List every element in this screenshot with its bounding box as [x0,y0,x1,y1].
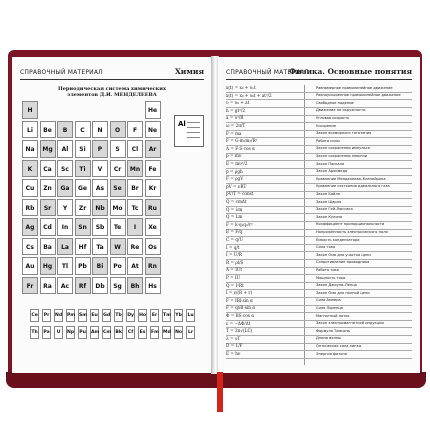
element-symbol: Fm [151,330,159,335]
formula-text: ω = 2π/T [226,123,246,128]
legend-symbol: Al [178,120,186,128]
element-symbol: P [97,146,103,153]
term-label: Коэффициент пропорциональности [316,222,385,227]
element-cell [22,121,38,139]
element-cell [162,309,171,322]
legend-line [187,122,200,123]
element-cell [114,326,123,339]
formula-text: F = ma [226,130,242,136]
element-symbol: Te [113,224,122,231]
element-symbol: Sn [78,224,87,231]
element-cell [57,218,73,236]
periodic-table [22,101,172,301]
element-symbol: Bi [96,263,104,270]
element-symbol: Ho [139,313,147,318]
formula-text: F = IBl·sin α [226,297,253,303]
element-cell [22,218,38,236]
term-label: Закон сохранения энергии [316,153,368,158]
element-cell [110,277,126,295]
formula-text: I = q/t [226,244,240,250]
element-symbol: Rf [78,282,87,290]
legend-line [187,132,200,133]
term-label: Ускорение [316,123,336,128]
element-cell [127,238,143,256]
formula-text: h = gt²/2 [226,107,245,113]
term-label: Энергия фотона [316,351,347,356]
cover-edge [6,372,426,388]
term-label: Закон Ома для участка цепи [316,252,371,257]
element-cell [114,309,123,322]
periodic-table-title [12,86,212,98]
element-symbol: Er [151,313,158,318]
element-cell [90,309,99,322]
element-symbol: Ar [148,146,157,153]
formula-text: F = G·m₁m₂/R² [226,138,258,144]
element-symbol: Ce [31,313,38,318]
element-symbol: In [61,224,69,231]
element-cell [75,218,91,236]
term-label: Закон Кулона [316,214,343,219]
term-label: Уравнение состояния идеального газа [316,184,390,189]
formula-text: pV = νRT [226,183,247,189]
element-cell [145,101,161,119]
term-label: Закон Паскаля [316,161,345,166]
element-symbol: U [56,330,61,335]
term-label: Свободное падение [316,100,354,105]
element-symbol: Pr [43,313,50,318]
element-cell [22,101,38,119]
term-label: Закон сохранения импульса [316,146,370,151]
element-cell [40,218,56,236]
element-symbol: Cm [103,330,112,335]
formula-text: R = ρl/S [226,259,244,265]
element-symbol: Ru [148,204,157,212]
term-label: Формула Томсона [316,328,350,333]
element-symbol: Po [113,263,122,270]
element-symbol: Mn [129,165,141,173]
term-label: Длина волны [316,336,341,341]
element-symbol: C [80,126,85,134]
element-symbol: Rn [148,263,157,270]
element-cell [40,160,56,178]
element-symbol: Rb [25,204,35,212]
element-cell [186,326,195,339]
element-symbol: Sb [95,224,105,231]
element-symbol: W [114,243,121,251]
element-symbol: Ge [78,185,87,192]
element-cell [92,257,108,275]
column-divider [304,85,305,365]
element-cell [145,238,161,256]
left-page [12,57,212,373]
term-label: Работа тока [316,267,339,272]
element-symbol: Pu [79,330,86,335]
element-cell [150,326,159,339]
element-cell [22,160,38,178]
element-symbol: No [175,330,183,335]
element-cell [102,326,111,339]
element-cell [57,238,73,256]
element-cell [92,140,108,158]
formula-text: Q = I²Rt [226,282,244,288]
element-symbol: Zr [78,204,87,212]
element-cell [174,326,183,339]
element-cell [75,160,91,178]
element-symbol: Nd [55,313,63,318]
term-label: Закон Ома для полной цепи [316,290,370,295]
element-cell [110,160,126,178]
formula-text: Q = λm [226,206,243,212]
element-symbol: Fr [26,282,34,290]
element-symbol: Tb [115,313,122,318]
element-cell [40,257,56,275]
element-cell [127,140,143,158]
element-cell [110,179,126,197]
element-symbol: Ti [79,165,86,173]
element-symbol: Tm [163,313,171,318]
term-label: Сила Ампера [316,298,341,303]
right-header-subject: Физика. Основные понятия [289,67,412,76]
element-symbol: Pb [78,263,87,270]
element-cell [126,326,135,339]
element-cell [92,179,108,197]
element-cell [57,121,73,139]
element-cell [22,140,38,158]
element-symbol: O [114,126,121,134]
element-symbol: Db [95,282,105,290]
element-symbol: Md [163,330,171,335]
element-symbol: Br [131,185,139,192]
element-symbol: S [115,146,120,153]
element-cell [110,121,126,139]
element-cell [145,199,161,217]
term-label: Мощность тока [316,275,346,280]
element-cell [92,121,108,139]
element-symbol: Gd [103,313,111,318]
element-symbol: Pa [43,330,50,335]
element-cell [145,140,161,158]
periodic-title-line-2: элементов Д.И. МЕНДЕЛЕЕВА [67,92,157,98]
element-cell [150,309,159,322]
element-symbol: Es [139,330,146,335]
element-cell [145,179,161,197]
element-cell [127,199,143,217]
element-symbol: Hg [42,263,53,270]
formula-text: F = qυB·sin α [226,305,256,311]
term-label: Сопротивление проводника [316,260,370,265]
element-symbol: Mo [112,204,123,212]
formula-text: E = hν [226,351,241,356]
formula-text: C = q/U [226,237,243,242]
formula-text: λ = υT [226,335,241,341]
formula-text: F = ρgV [226,176,244,182]
element-cell [57,257,73,275]
element-cell [57,140,73,158]
element-symbol: At [131,263,139,270]
term-label: Закон всемирного тяготения [316,131,372,136]
term-label: Закон Джоуля–Ленца [316,283,357,288]
element-symbol: Cs [26,243,34,251]
element-cell [145,121,161,139]
periodic-title-line-1: Периодическая система химических [58,86,166,92]
element-cell [75,257,91,275]
element-cell [92,199,108,217]
formula-text: a = υ²/R [226,115,244,121]
formula-text: E = F/q [226,229,243,235]
formula-text: E = mυ²/2 [226,161,248,166]
term-label: Напряжённость электрического поля [316,229,388,234]
term-label: Магнитный поток [316,313,350,318]
element-symbol: Tc [131,204,139,212]
element-cell [92,238,108,256]
element-cell [78,309,87,322]
element-symbol: La [61,243,69,251]
element-cell [102,309,111,322]
element-symbol: Mg [42,146,53,153]
formula-text: T = 2π√(LC) [226,328,253,334]
term-label: Закон Гей-Люссака [316,207,353,212]
formula-text: A = IUt [226,267,243,273]
element-cell [90,326,99,339]
element-symbol: Bk [115,330,122,335]
element-symbol: B [62,126,68,134]
element-symbol: Np [67,330,75,335]
element-symbol: Al [61,146,69,153]
element-cell [54,326,63,339]
element-symbol: Sg [113,282,122,290]
term-label: Равноускоренное прямолинейное движение [316,93,401,98]
term-label: Уравнение Менделеева–Клапейрона [316,176,386,181]
element-symbol: Dy [127,313,134,318]
right-header-label: СПРАВОЧНЫЙ МАТЕРИАЛ [226,69,309,76]
element-cell [110,199,126,217]
left-page-header [20,67,204,80]
element-symbol: As [95,185,105,192]
element-cell [110,218,126,236]
element-symbol: Ba [43,243,52,251]
formula-text: D = 1/F [226,343,243,349]
term-label: Сила тока [316,245,336,250]
term-label: Ёмкость конденсатора [316,237,360,242]
element-symbol: Os [148,243,157,251]
element-cell [57,277,73,295]
term-label: Движение по окружности [316,108,366,113]
element-symbol: Ca [43,165,52,173]
formula-text: A = F·S·cos α [226,145,255,151]
element-cell [30,309,39,322]
term-label: Сила Лоренца [316,305,343,310]
element-cell [92,160,108,178]
term-label: Угловая скорость [316,115,350,120]
element-cell [22,179,38,197]
element-symbol: Re [130,243,140,251]
formula-text: pV/T = const [226,191,254,197]
element-cell [127,277,143,295]
element-symbol: Sm [79,313,88,318]
element-cell [145,257,161,275]
element-cell [126,309,135,322]
element-cell [40,199,56,217]
element-symbol: V [97,165,103,173]
element-cell [66,309,75,322]
element-cell [75,140,91,158]
element-symbol: Lu [187,313,194,318]
element-symbol: K [27,165,33,173]
element-cell [40,238,56,256]
element-symbol: Hf [78,243,87,251]
element-symbol: Cf [127,330,134,335]
element-symbol: Ne [147,126,158,134]
left-header-label: СПРАВОЧНЫЙ МАТЕРИАЛ [20,69,103,76]
element-cell [127,257,143,275]
element-symbol: Pm [67,313,76,318]
element-symbol: Cu [25,185,35,192]
element-cell [57,160,73,178]
term-label: Закон Архимеда [316,169,348,174]
element-symbol: Sc [61,165,69,173]
term-label: Оптическая сила линзы [316,343,362,348]
element-symbol: Th [31,330,38,335]
element-symbol: Na [25,146,35,153]
element-symbol: Sr [43,204,52,212]
element-cell [174,309,183,322]
element-cell [162,326,171,339]
right-page-header [226,67,412,80]
element-symbol: N [97,126,103,134]
formula-text: x(t) = x₀ + υ₀t + at²/2 [226,92,272,98]
element-cell [127,121,143,139]
element-symbol: Xe [148,224,157,231]
element-symbol: Eu [91,313,98,318]
element-cell [186,309,195,322]
formula-text: F = k·q₁q₂/r² [226,221,253,227]
element-cell [57,199,73,217]
formula-text: p = mυ [226,153,242,159]
element-symbol: Ra [43,282,52,290]
element-cell [138,309,147,322]
element-cell [40,121,56,139]
element-cell [22,277,38,295]
term-label: Равномерное прямолинейное движение [316,85,393,90]
element-symbol: Cr [113,165,122,173]
formula-text: p = ρgh [226,168,243,174]
formula-text: υ = υ₀ + at [226,100,250,106]
element-cell [22,238,38,256]
element-cell [138,326,147,339]
element-symbol: Tl [61,263,69,270]
element-cell [75,277,91,295]
element-cell [42,309,51,322]
element-cell [75,121,91,139]
element-symbol: Ta [96,243,104,251]
element-symbol: Be [43,126,52,134]
term-label: Работа силы [316,138,340,143]
element-cell [92,277,108,295]
formula-text: Q = Lm [226,214,243,220]
lanthanides-actinides [30,309,200,349]
element-symbol: Cl [131,146,139,153]
left-header-subject: Химия [174,67,204,76]
element-cell [40,277,56,295]
element-symbol: Y [62,204,68,212]
term-label: Закон Бойля [316,191,340,196]
element-symbol: Ag [25,224,35,231]
element-symbol: F [132,126,138,134]
element-cell [127,160,143,178]
formula-text: ε = −ΔΦ/Δt [226,320,251,326]
element-symbol: H [27,107,33,114]
element-cell [22,199,38,217]
formula-text: P = IU [226,275,241,280]
element-symbol: Fe [148,165,157,173]
term-label: Закон электромагнитной индукции [316,321,384,326]
element-cell [66,326,75,339]
element-symbol: Au [25,263,35,270]
element-cell [75,238,91,256]
element-cell [127,218,143,236]
element-cell [22,257,38,275]
element-symbol: Lr [187,330,194,335]
element-cell [75,179,91,197]
element-symbol: Yb [175,313,182,318]
element-symbol: Zn [43,185,52,192]
right-page [218,57,420,373]
element-cell [92,218,108,236]
element-cell [110,140,126,158]
element-cell [42,326,51,339]
element-symbol: Nb [95,204,105,212]
element-symbol: Am [91,330,100,335]
element-symbol: I [133,224,137,231]
row-separator [226,358,412,359]
element-symbol: Ga [60,185,70,192]
element-cell [78,326,87,339]
element-cell [57,179,73,197]
element-symbol: He [147,107,158,114]
element-cell [75,199,91,217]
element-cell [110,257,126,275]
element-symbol: Li [27,126,33,134]
element-cell [54,309,63,322]
formula-text: Φ = BS·cos α [226,313,255,318]
term-label: Закон Шарля [316,199,342,204]
element-symbol: Si [79,146,86,153]
legend-line [187,137,200,138]
legend-line [187,127,200,128]
element-cell [127,179,143,197]
element-symbol: Hs [148,282,157,290]
element-cell [145,218,161,236]
formula-text: I = U/R [226,252,242,258]
element-symbol: Cd [43,224,52,231]
element-cell [30,326,39,339]
element-symbol: Kr [148,185,157,192]
element-symbol: Bh [130,282,140,290]
formula-text: x(t) = x₀ + υₓt [226,85,256,90]
element-cell [40,140,56,158]
element-legend [174,115,204,147]
formula-text: I = ε/(R + r) [226,290,252,296]
formula-text: Q = cmΔt [226,199,247,204]
element-cell [145,277,161,295]
element-cell [145,160,161,178]
element-cell [40,179,56,197]
element-symbol: Ac [60,282,70,290]
element-cell [110,238,126,256]
bookmark-ribbon[interactable] [217,372,223,412]
element-symbol: Se [113,185,122,192]
